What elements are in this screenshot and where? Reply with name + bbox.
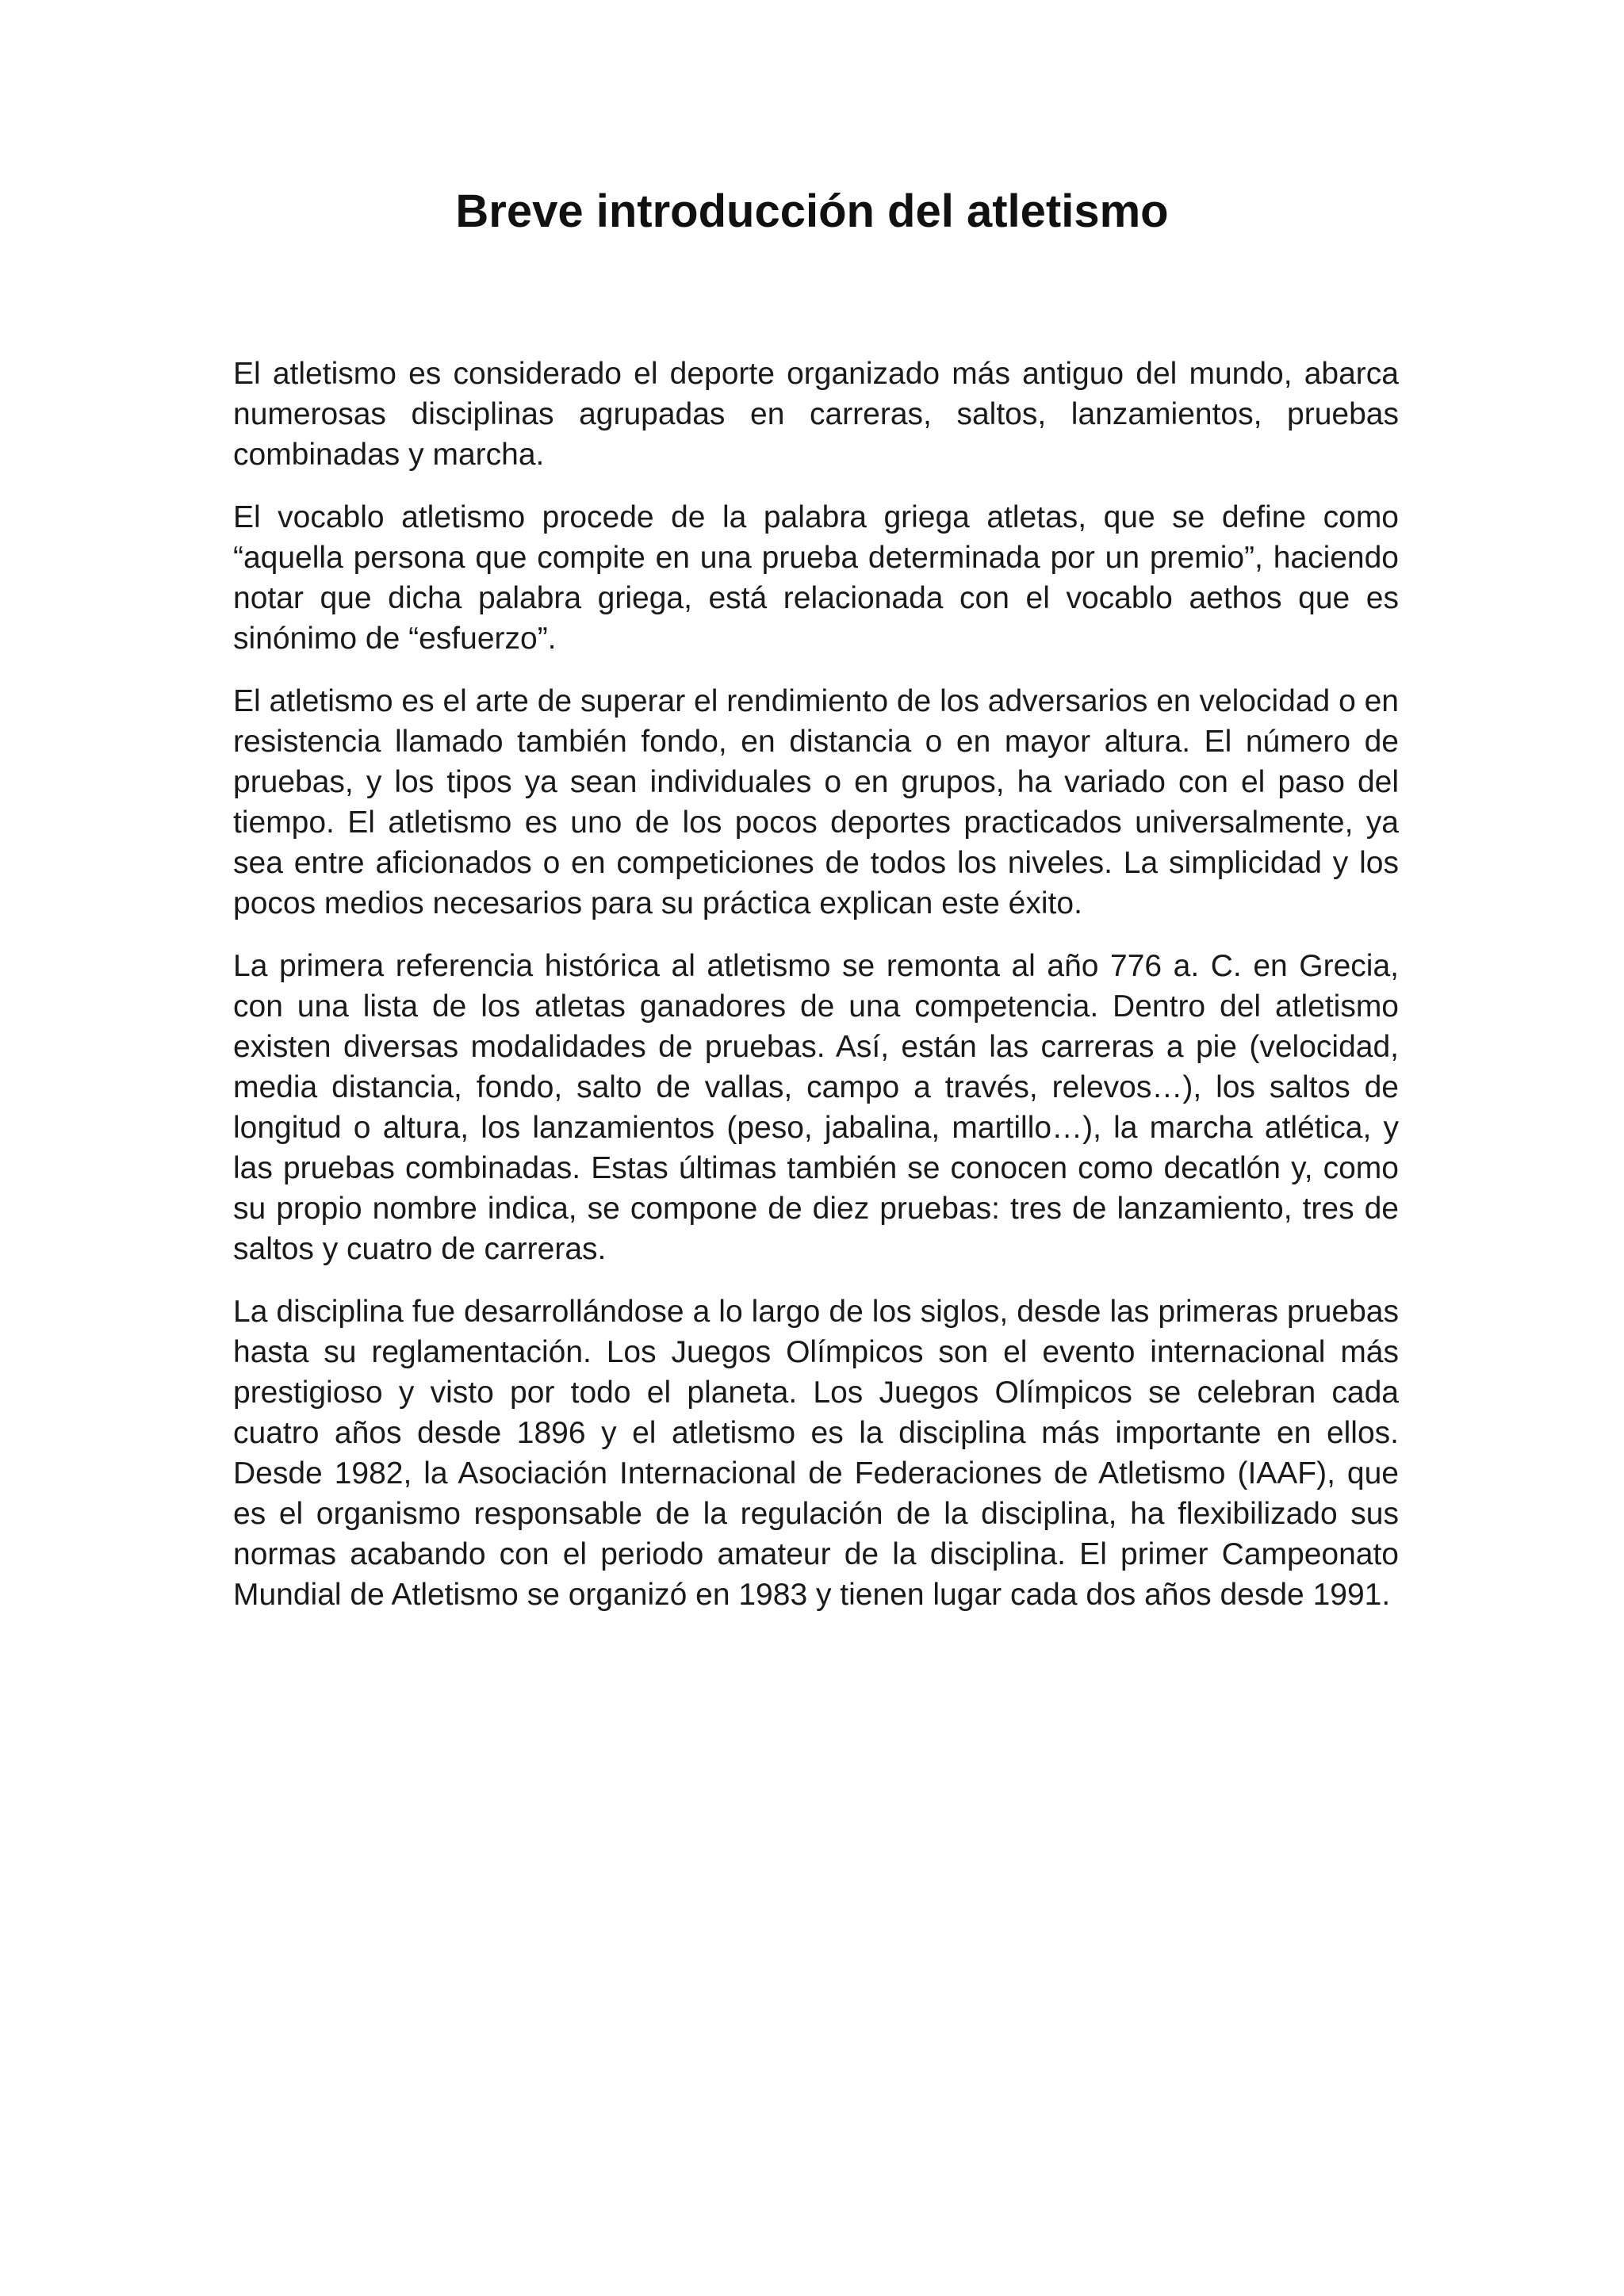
paragraph-4: La primera referencia histórica al atletismo se remonta al año 776 a. C. en Grecia, con una lista de los atletas ganadores de una competencia. Dentro del atletismo existen diversas modalidades de pruebas. Así, están las carreras a pie (velocidad, media distancia, fondo, salto de vallas, campo a través, relevos…), los saltos de longitud o altura, los lanzamientos (peso, jabalina, martillo…), la marcha atlética, y las pruebas combinadas. Estas últimas también se conocen como decatlón y, como su propio nombre indica, se compone de diez pruebas: tres de lanzamiento, tres de saltos y cuatro de carreras. [233, 949, 1399, 1266]
paragraph-3: El atletismo es el arte de superar el rendimiento de los adversarios en velocidad o en resistencia llamado también fondo, en distancia o en mayor altura. El número de pruebas, y los tipos ya sean individuales o en grupos, ha variado con el paso del tiempo. El atletismo es uno de los pocos deportes practicados universalmente, ya sea entre aficionados o en competiciones de todos los niveles. La simplicidad y los pocos medios necesarios para su práctica explican este éxito. [233, 684, 1399, 920]
paragraph-2: El vocablo atletismo procede de la palabra griega atletas, que se define como “aquella persona que compite en una prueba determinada por un premio”, haciendo notar que dicha palabra griega, está relacionada con el vocablo aethos que es sinónimo de “esfuerzo”. [233, 500, 1399, 656]
document-body [233, 354, 1399, 1637]
paragraph-1: El atletismo es considerado el deporte organizado más antiguo del mundo, abarca numerosas disciplinas agrupadas en carreras, saltos, lanzamientos, pruebas combinadas y marcha. [233, 357, 1399, 472]
document-title: Breve introducción del atletismo [455, 186, 1169, 237]
paragraph-5: La disciplina fue desarrollándose a lo largo de los siglos, desde las primeras pruebas hasta su reglamentación. Los Juegos Olímpicos son el evento internacional más prestigioso y visto por todo el planeta. Los Juegos Olímpicos se celebran cada cuatro años desde 1896 y el atletismo es la disciplina más importante en ellos. Desde 1982, la Asociación Internacional de Federaciones de Atletismo (IAAF), que es el organismo responsable de la regulación de la disciplina, ha flexibilizado sus normas acabando con el periodo amateur de la disciplina. El primer Campeonato Mundial de Atletismo se organizó en 1983 y tienen lugar cada dos años desde 1991. [233, 1295, 1399, 1612]
